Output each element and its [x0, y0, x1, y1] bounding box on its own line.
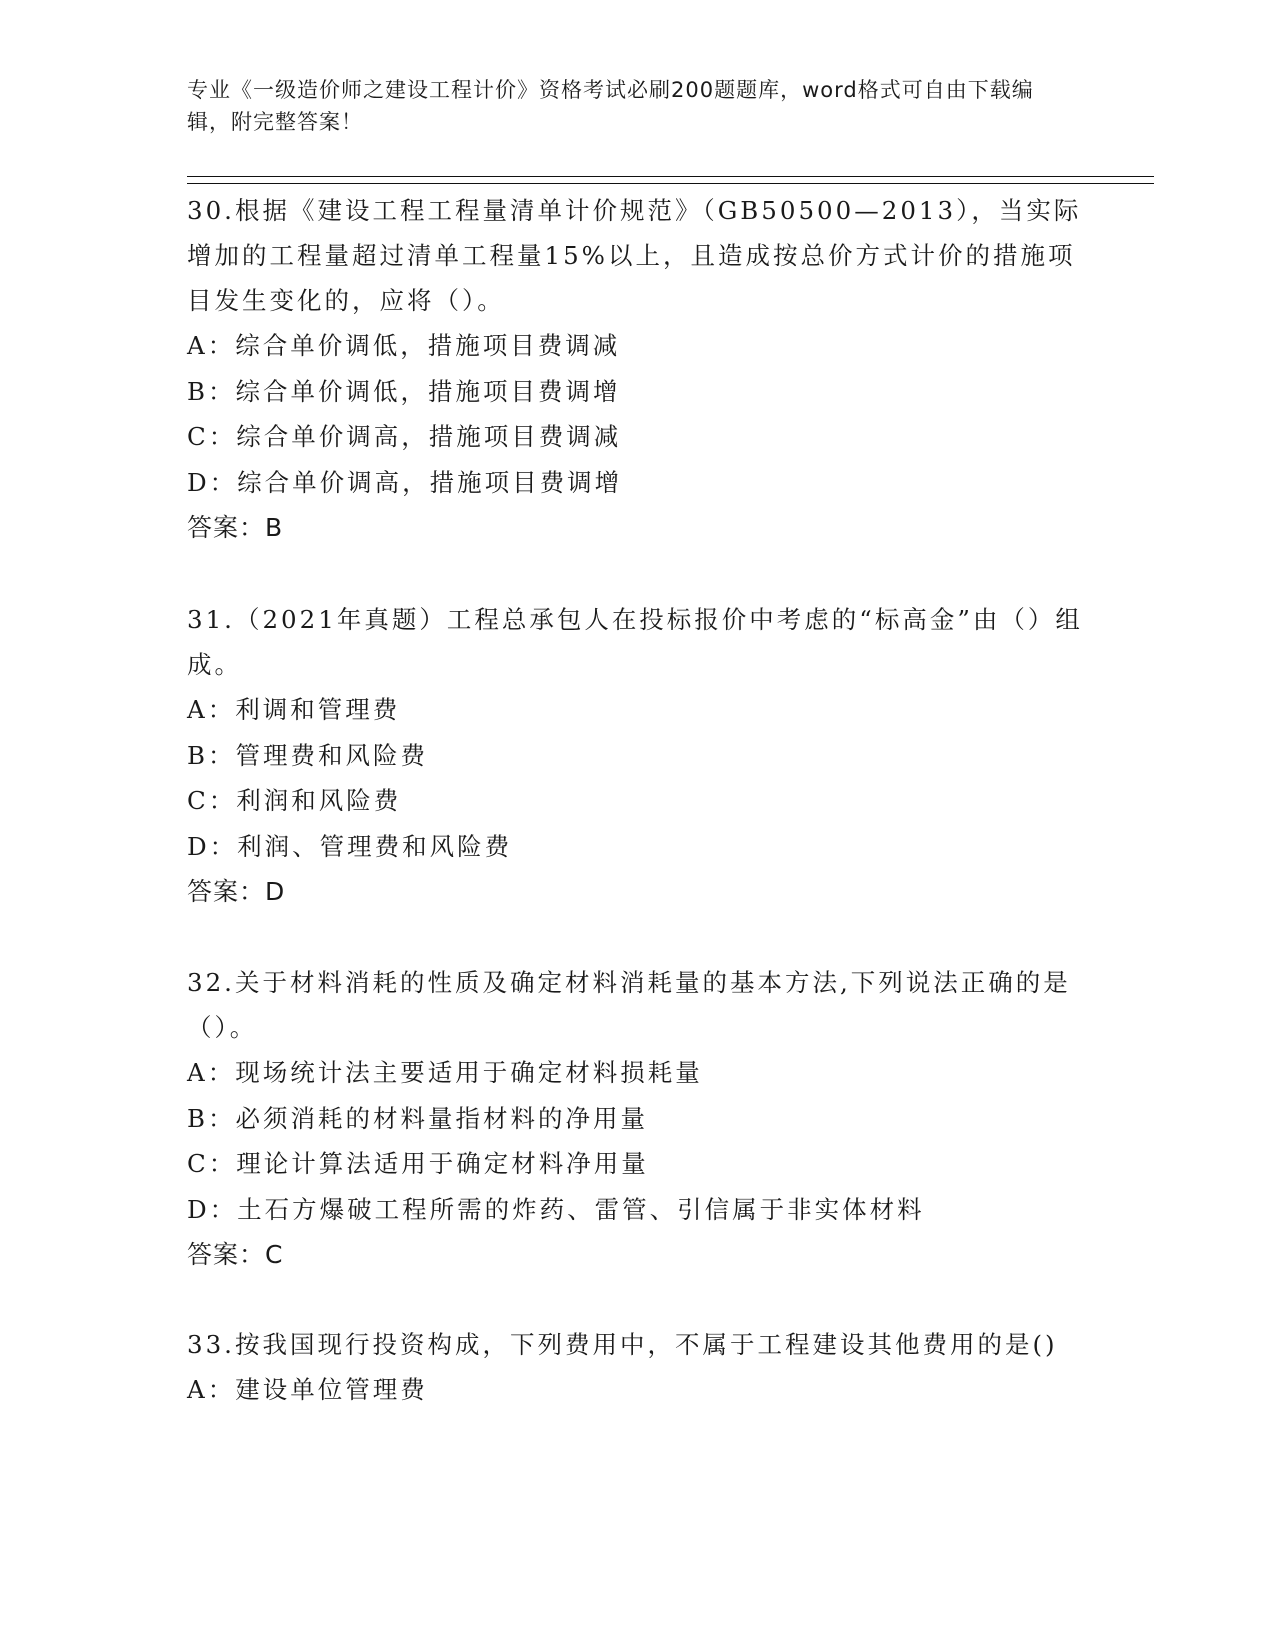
option-c: C：综合单价调高，措施项目费调减 [187, 422, 622, 451]
option-d: D：综合单价调高，措施项目费调增 [187, 467, 623, 497]
answer-line: 答案：D [187, 877, 286, 906]
option-b: B：管理费和风险费 [187, 740, 429, 770]
question-30 [187, 188, 1087, 551]
option-c: C：利润和风险费 [187, 786, 402, 815]
option-d: D：土石方爆破工程所需的炸药、雷管、引信属于非实体材料 [187, 1194, 925, 1224]
option-d: D：利润、管理费和风险费 [187, 831, 513, 861]
question-stem: 31.（2021年真题）工程总承包人在投标报价中考虑的“标高金”由（）组成。 [187, 605, 1083, 679]
question-31 [187, 597, 1087, 915]
option-a: A：建设单位管理费 [187, 1375, 428, 1404]
option-a: A：综合单价调低，措施项目费调减 [187, 331, 621, 360]
option-b: B：综合单价调低，措施项目费调增 [187, 376, 621, 406]
option-b: B：必须消耗的材料量指材料的净用量 [187, 1103, 649, 1133]
question-33 [187, 1322, 1087, 1413]
option-a: A：利调和管理费 [187, 695, 401, 724]
header-divider-bottom [187, 183, 1154, 184]
document-header: 专业《一级造价师之建设工程计价》资格考试必刷200题题库，word格式可自由下载编辑，附完整答案！ [187, 78, 1034, 134]
option-c: C：理论计算法适用于确定材料净用量 [187, 1149, 649, 1178]
question-32 [187, 960, 1087, 1278]
answer-line: 答案：B [187, 513, 284, 542]
question-stem: 33.按我国现行投资构成，下列费用中，不属于工程建设其他费用的是() [187, 1330, 1058, 1359]
option-a: A：现场统计法主要适用于确定材料损耗量 [187, 1058, 703, 1087]
header-divider-top [187, 176, 1154, 177]
answer-line: 答案：C [187, 1240, 284, 1269]
question-stem: 32.关于材料消耗的性质及确定材料消耗量的基本方法,下列说法正确的是（）。 [187, 968, 1071, 1042]
question-stem: 30.根据《建设工程工程量清单计价规范》（GB50500—2013），当实际增加的工程量超过清单工程量15%以上，且造成按总价方式计价的措施项目发生变化的，应将（）。 [187, 196, 1082, 315]
